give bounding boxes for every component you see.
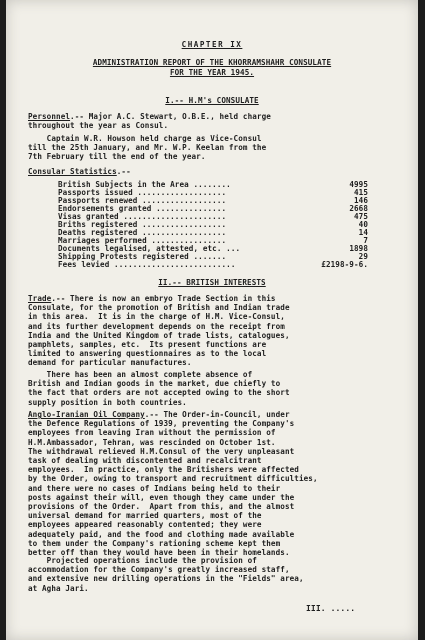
- stat-label: British Subjects in the Area ........: [58, 180, 231, 189]
- stat-label: Endorsements granted ...............: [58, 204, 227, 213]
- consular-statistics-label: Consular Statistics: [28, 167, 117, 176]
- consular-statistics-list: [58, 181, 368, 269]
- stat-label: Passports renewed ..................: [58, 196, 227, 205]
- trade-label: Trade: [28, 294, 52, 303]
- section-heading-british-interests: II.-- BRITISH INTERESTS: [158, 278, 266, 287]
- trade-goods-paragraph: There has been an almost complete absence of British and Indian goods in the market, due chiefly to the fact that orders are not accepted owing to the short supply position in both countries.: [28, 370, 290, 407]
- anglo-iranian-label: Anglo-Iranian Oil Company: [28, 410, 145, 419]
- stat-value: 1898: [349, 244, 368, 253]
- stat-value: 40: [358, 220, 368, 229]
- stat-label: Passports issued ...................: [58, 188, 227, 197]
- report-title-line-2: FOR THE YEAR 1945.: [169, 68, 255, 77]
- trade-text: .-- There is now an embryo Trade Section in this Consulate, for the promotion of British and Indian trade in this area. It is in the charge of H.M. Vice-Consul, and its further development depends on the receipt from India and the United Kingdom of trade lists, catalogues, pamphlets, samples, etc. Its present functions are limited to answering questionnaires as to the local demand for particular manufactures.: [28, 294, 290, 368]
- stat-label: Marriages performed ................: [58, 236, 227, 245]
- stat-value: 475: [353, 212, 368, 221]
- stat-label: Briths registered ..................: [58, 220, 227, 229]
- personnel-paragraph: [28, 112, 396, 130]
- report-title: [6, 58, 418, 78]
- document-page: [6, 0, 418, 640]
- stat-value: 4995: [349, 180, 368, 189]
- stat-label: Shipping Protests registered .......: [58, 252, 227, 261]
- anglo-iranian-paragraph: [28, 410, 396, 557]
- section-heading-consulate: I.-- H.M's CONSULATE: [165, 96, 259, 105]
- consular-statistics-heading: [28, 167, 131, 176]
- stat-value: 146: [353, 196, 368, 205]
- stat-value: 415: [353, 188, 368, 197]
- stat-value: 14: [358, 228, 368, 237]
- projected-operations-paragraph: Projected operations include the provision of accommodation for the Company's greatly increased staff, and extensive new drilling operations in the "Fields" area, at Agha Jari.: [28, 556, 304, 593]
- report-title-line-1: ADMINISTRATION REPORT OF THE KHORRAMSHAHR CONSULATE: [92, 58, 332, 67]
- trade-paragraph: [28, 294, 396, 368]
- stat-value: £2198-9-6.: [321, 260, 368, 269]
- personnel-text: .-- Major A.C. Stewart, O.B.E., held charge throughout the year as Consul.: [28, 112, 271, 131]
- stat-value: 2668: [349, 204, 368, 213]
- stat-value: 7: [363, 236, 368, 245]
- personnel-label: Personnel: [28, 112, 71, 121]
- stat-row: [58, 261, 368, 269]
- continuation-marker: III. .....: [306, 604, 356, 613]
- stat-value: 29: [358, 252, 368, 261]
- consular-statistics-suffix: .--: [116, 167, 131, 176]
- anglo-iranian-text: .-- The Order-in-Council, under the Defence Regulations of 1939, preventing the Company's employees from leaving Iran without the permission of H.M.Ambassador, Tehran, was rescinded on October 1st. The withdrawal relieved H.M.Consul of the very unpleasant task of dealing with discontented and recalcitrant employees. In practice, only the Britishers were affected by the Order, owing to transport and recruitment difficulties, and there were no cases of Indians being held to their posts against their will, even though they came under the provisions of the Order. Apart from this, and the almost universal demand for married quarters, most of the employees appeared reasonably contented; they were adequately paid, and the food and clothing made available to them under the Company's rationing scheme kept them better off than they would have been in their homelands.: [28, 410, 318, 558]
- stat-label: Deaths registered ..................: [58, 228, 227, 237]
- vice-consul-paragraph: Captain W.R. Howson held charge as Vice-Consul till the 25th January, and Mr. W.P. Keelan from the 7th February till the end of the year.: [28, 134, 267, 162]
- stat-label: Visas granted ......................: [58, 212, 227, 221]
- stat-label: Documents legalised, attested, etc. ...: [58, 244, 241, 253]
- stat-label: Fees levied ..........................: [58, 260, 236, 269]
- chapter-heading: CHAPTER IX: [181, 40, 243, 49]
